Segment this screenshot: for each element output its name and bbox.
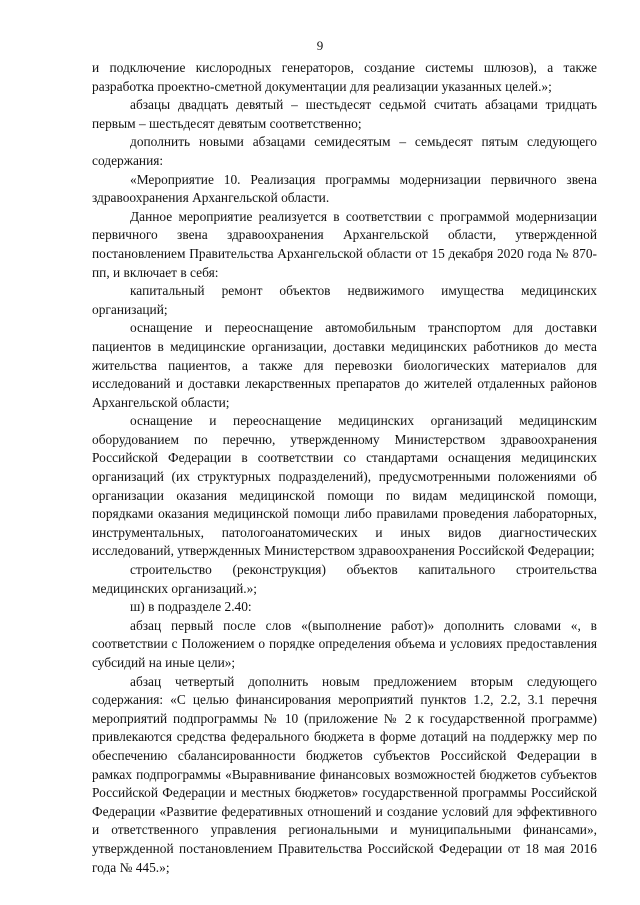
paragraph: дополнить новыми абзацами семидесятым – семьдесят пятым следующего содержания: <box>92 134 597 168</box>
paragraph: строительство (реконструкция) объектов капитального строительства медицинских организаций.»; <box>92 562 597 596</box>
paragraph: оснащение и переоснащение автомобильным транспортом для доставки пациентов в медицинские организации, доставки медицинских работников до места жительства пациентов, а также для перевозки биологических материалов для исследований и доставки лекарственных препаратов до жителей отдаленных районов Архангельской области; <box>92 320 597 410</box>
paragraph: капитальный ремонт объектов недвижимого имущества медицинских организаций; <box>92 283 597 317</box>
paragraph: Данное мероприятие реализуется в соответствии с программой модернизации первичного звена здравоохранения Архангельской области, утвержденной постановлением Правительства Архангельской области от 15 декабря 2020 года № 870-пп, и включает в себя: <box>92 208 597 280</box>
document-body <box>92 59 597 877</box>
paragraph: оснащение и переоснащение медицинских организаций медицинским оборудованием по перечню, утвержденному Министерством здравоохранения Российской Федерации в соответствии со стандартами оснащения медицинских организаций (их структурных подразделений), предусмотренными положениями об организации оказания медицинской помощи по видам медицинской помощи, порядками оказания медицинской помощи либо правилами проведения лабораторных, инструментальных, патологоанатомических и иных видов диагностических исследований, утвержденных Министерством здравоохранения Российской Федерации; <box>92 413 597 559</box>
page-number: 9 <box>316 38 324 53</box>
paragraph: абзац четвертый дополнить новым предложением вторым следующего содержания: «С целью финансирования мероприятий пунктов 1.2, 2.2, 3.1 перечня мероприятий подпрограммы № 10 (приложение № 2 к государственной программе) привлекаются средства федерального бюджета в форме дотаций на поддержку мер по обеспечению сбалансированности бюджетов субъектов Российской Федерации в рамках подпрограммы «Выравнивание финансовых возможностей бюджетов субъектов Российской Федерации и местных бюджетов» государственной программы Российской Федерации «Развитие федеративных отношений и создание условий для эффективного и ответственного управления региональными и муниципальными финансами», утвержденной постановлением Правительства Российской Федерации от 18 мая 2016 года № 445.»; <box>92 673 597 875</box>
paragraph: ш) в подразделе 2.40: <box>130 599 252 615</box>
paragraph: и подключение кислородных генераторов, создание системы шлюзов), а также разработка проектно-сметной документации для реализации указанных целей.»; <box>92 60 597 94</box>
paragraph: абзац первый после слов «(выполнение работ)» дополнить словами «, в соответствии с Положением о порядке определения объема и условиях предоставления субсидий на иные цели»; <box>92 617 597 670</box>
paragraph: абзацы двадцать девятый – шестьдесят седьмой считать абзацами тридцать первым – шестьдесят девятым соответственно; <box>92 97 597 131</box>
paragraph: «Мероприятие 10. Реализация программы модернизации первичного звена здравоохранения Архангельской области. <box>92 171 597 206</box>
